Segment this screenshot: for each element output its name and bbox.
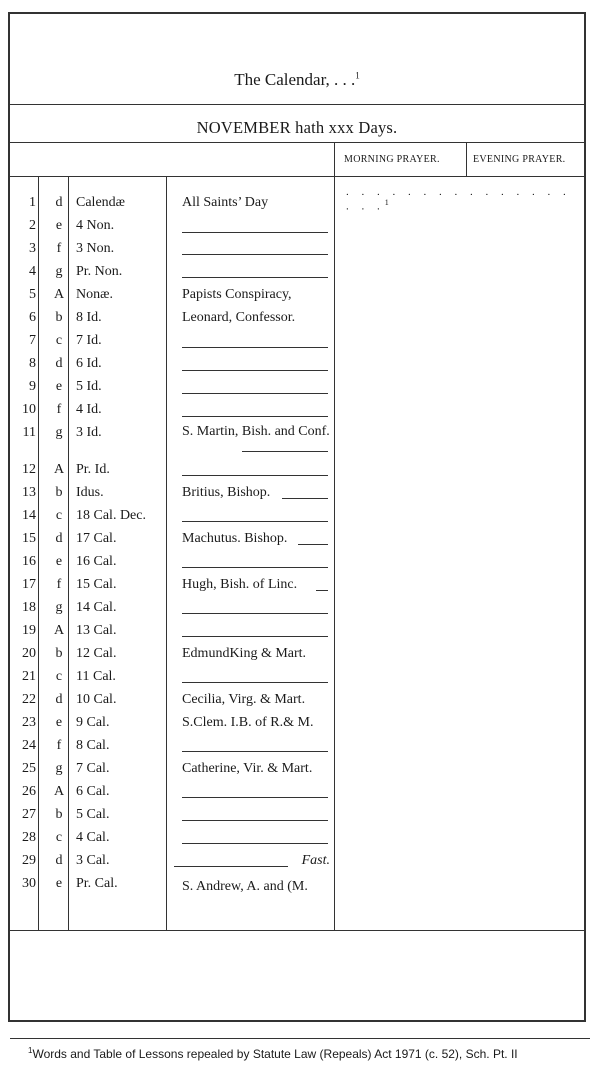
roman-date: 6 Id.	[76, 356, 102, 371]
roman-date: 11 Cal.	[76, 669, 116, 684]
roman-date: Pr. Id.	[76, 462, 110, 477]
blank-entry-line	[182, 475, 328, 476]
roman-date: 7 Id.	[76, 333, 102, 348]
lessons-dots-text: . . . . . . . . . . . . . . . . . .	[346, 186, 571, 213]
roman-date: 17 Cal.	[76, 531, 117, 546]
blank-entry-line	[282, 498, 328, 499]
dominical-letter: f	[56, 577, 62, 592]
dominical-letter: e	[55, 554, 63, 569]
evening-prayer-heading: EVENING PRAYER.	[473, 154, 566, 165]
roman-date: 4 Cal.	[76, 830, 110, 845]
feast-name: Fast.	[301, 853, 330, 868]
day-number: 16	[22, 554, 36, 569]
dominical-letter: d	[55, 692, 63, 707]
dominical-letter: b	[55, 310, 63, 325]
roman-date: Calendæ	[76, 195, 125, 210]
blank-entry-line	[182, 797, 328, 798]
day-number: 24	[22, 738, 36, 753]
footnote-rule	[10, 1038, 590, 1039]
dominical-letter: g	[55, 600, 63, 615]
blank-entry-line	[182, 751, 328, 752]
calendar-frame	[8, 12, 586, 1022]
dominical-letter: g	[55, 761, 63, 776]
day-number: 22	[22, 692, 36, 707]
day-number: 21	[22, 669, 36, 684]
blank-entry-line	[182, 254, 328, 255]
dominical-letter: c	[55, 333, 63, 348]
feast-name: All Saints’ Day	[182, 195, 269, 210]
blank-entry-line	[182, 232, 328, 233]
roman-date: Idus.	[76, 485, 104, 500]
feast-name: Catherine, Vir. & Mart.	[182, 761, 313, 776]
day-number: 29	[22, 853, 36, 868]
blank-entry-line	[182, 636, 328, 637]
day-number: 1	[29, 195, 36, 210]
dominical-letter: e	[55, 218, 63, 233]
roman-date: 7 Cal.	[76, 761, 110, 776]
day-number: 14	[22, 508, 36, 523]
dominical-letter: d	[55, 356, 63, 371]
blank-entry-line	[182, 613, 328, 614]
column-head-divider	[10, 176, 584, 177]
dominical-letter: e	[55, 379, 63, 394]
month-heading: NOVEMBER hath xxx Days.	[196, 118, 398, 137]
lessons-dots	[346, 186, 584, 213]
blank-entry-line	[182, 347, 328, 348]
footnote	[28, 1044, 588, 1061]
day-number: 17	[22, 577, 36, 592]
dominical-letter: A	[53, 623, 65, 638]
dominical-letter: f	[56, 402, 62, 417]
roman-date: 5 Id.	[76, 379, 102, 394]
blank-entry-line	[182, 567, 328, 568]
dominical-letter: g	[55, 425, 63, 440]
roman-date: 3 Non.	[76, 241, 115, 256]
blank-entry-line	[182, 370, 328, 371]
roman-date: Pr. Cal.	[76, 876, 118, 891]
roman-date: 9 Cal.	[76, 715, 110, 730]
blank-entry-line	[182, 820, 328, 821]
feast-name: S. Andrew, A. and (M.	[182, 879, 308, 894]
blank-entry-line	[182, 277, 328, 278]
dominical-letter: c	[55, 669, 63, 684]
day-number: 30	[22, 876, 36, 891]
roman-date: 18 Cal. Dec.	[76, 508, 146, 523]
dominical-letter: A	[53, 784, 65, 799]
roman-date: 8 Cal.	[76, 738, 110, 753]
blank-entry-line	[242, 451, 328, 452]
day-number: 27	[22, 807, 36, 822]
roman-date: 12 Cal.	[76, 646, 117, 661]
roman-date: 4 Id.	[76, 402, 102, 417]
feast-name: Machutus. Bishop.	[182, 531, 288, 546]
feast-name: EdmundKing & Mart.	[182, 646, 307, 661]
day-number: 20	[22, 646, 36, 661]
day-number: 7	[29, 333, 36, 348]
day-number: 12	[22, 462, 36, 477]
feast-name: Cecilia, Virg. & Mart.	[182, 692, 306, 707]
footnote-text: Words and Table of Lessons repealed by Statute Law (Repeals) Act 1971 (c. 52), Sch. Pt. II	[32, 1047, 518, 1061]
day-number: 26	[22, 784, 36, 799]
dominical-letter: d	[55, 531, 63, 546]
day-number: 15	[22, 531, 36, 546]
roman-date: 3 Id.	[76, 425, 102, 440]
roman-date: 14 Cal.	[76, 600, 117, 615]
roman-date: 16 Cal.	[76, 554, 117, 569]
day-number: 5	[29, 287, 36, 302]
day-number: 25	[22, 761, 36, 776]
footnote-mark: 1	[28, 1046, 33, 1055]
roman-date: 5 Cal.	[76, 807, 110, 822]
roman-date: 3 Cal.	[76, 853, 110, 868]
dominical-letter: b	[55, 485, 63, 500]
day-number: 8	[29, 356, 36, 371]
blank-entry-line	[298, 544, 328, 545]
roman-date: Nonæ.	[76, 287, 113, 302]
day-number: 18	[22, 600, 36, 615]
day-number: 11	[22, 425, 36, 440]
day-number: 10	[22, 402, 36, 417]
day-number: 13	[22, 485, 36, 500]
dominical-letter: e	[55, 715, 63, 730]
divider-morning-evening	[466, 142, 467, 176]
dominical-letter: f	[56, 241, 62, 256]
title-divider	[10, 104, 584, 105]
dominical-letter: b	[55, 807, 63, 822]
dominical-letter: A	[53, 287, 65, 302]
day-number: 28	[22, 830, 36, 845]
page-title	[10, 70, 584, 90]
dominical-letter: g	[55, 264, 63, 279]
month-divider	[10, 142, 584, 143]
day-number: 6	[29, 310, 36, 325]
feast-name: S. Martin, Bish. and Conf.	[182, 424, 330, 439]
roman-date: 10 Cal.	[76, 692, 117, 707]
dominical-letter: c	[55, 830, 63, 845]
dominical-letter: e	[55, 876, 63, 891]
title-text: The Calendar, . . .	[234, 70, 356, 89]
day-number: 4	[29, 264, 36, 279]
day-number: 19	[22, 623, 36, 638]
day-number: 9	[29, 379, 36, 394]
day-number: 23	[22, 715, 36, 730]
divider-feast-morning	[334, 142, 335, 930]
dominical-letter: A	[53, 462, 65, 477]
morning-prayer-heading: MORNING PRAYER.	[344, 154, 440, 165]
roman-date: 13 Cal.	[76, 623, 117, 638]
dominical-letter: d	[55, 853, 63, 868]
blank-entry-line	[174, 866, 288, 867]
roman-date: 8 Id.	[76, 310, 102, 325]
roman-date: 4 Non.	[76, 218, 115, 233]
blank-entry-line	[182, 682, 328, 683]
dominical-letter: f	[56, 738, 62, 753]
blank-entry-line	[182, 521, 328, 522]
divider-roman-feast	[166, 176, 167, 930]
feast-name: Britius, Bishop.	[182, 485, 271, 500]
table-bottom-divider	[10, 930, 584, 931]
roman-date: Pr. Non.	[76, 264, 123, 279]
blank-entry-line	[316, 590, 328, 591]
blank-entry-line	[182, 843, 328, 844]
feast-name: Leonard, Confessor.	[182, 310, 296, 325]
day-number: 3	[29, 241, 36, 256]
feast-name: S.Clem. I.B. of R.& M.	[182, 715, 314, 730]
divider-number-letter	[38, 176, 39, 930]
dominical-letter: d	[55, 195, 63, 210]
lessons-footnote-mark: 1	[384, 198, 389, 207]
dominical-letter: b	[55, 646, 63, 661]
day-number: 2	[29, 218, 36, 233]
dominical-letter: c	[55, 508, 63, 523]
title-footnote-mark: 1	[355, 70, 360, 81]
feast-name: Papists Conspiracy,	[182, 287, 292, 302]
roman-date: 15 Cal.	[76, 577, 117, 592]
feast-name: Hugh, Bish. of Linc.	[182, 577, 298, 592]
roman-date: 6 Cal.	[76, 784, 110, 799]
blank-entry-line	[182, 393, 328, 394]
blank-entry-line	[182, 416, 328, 417]
